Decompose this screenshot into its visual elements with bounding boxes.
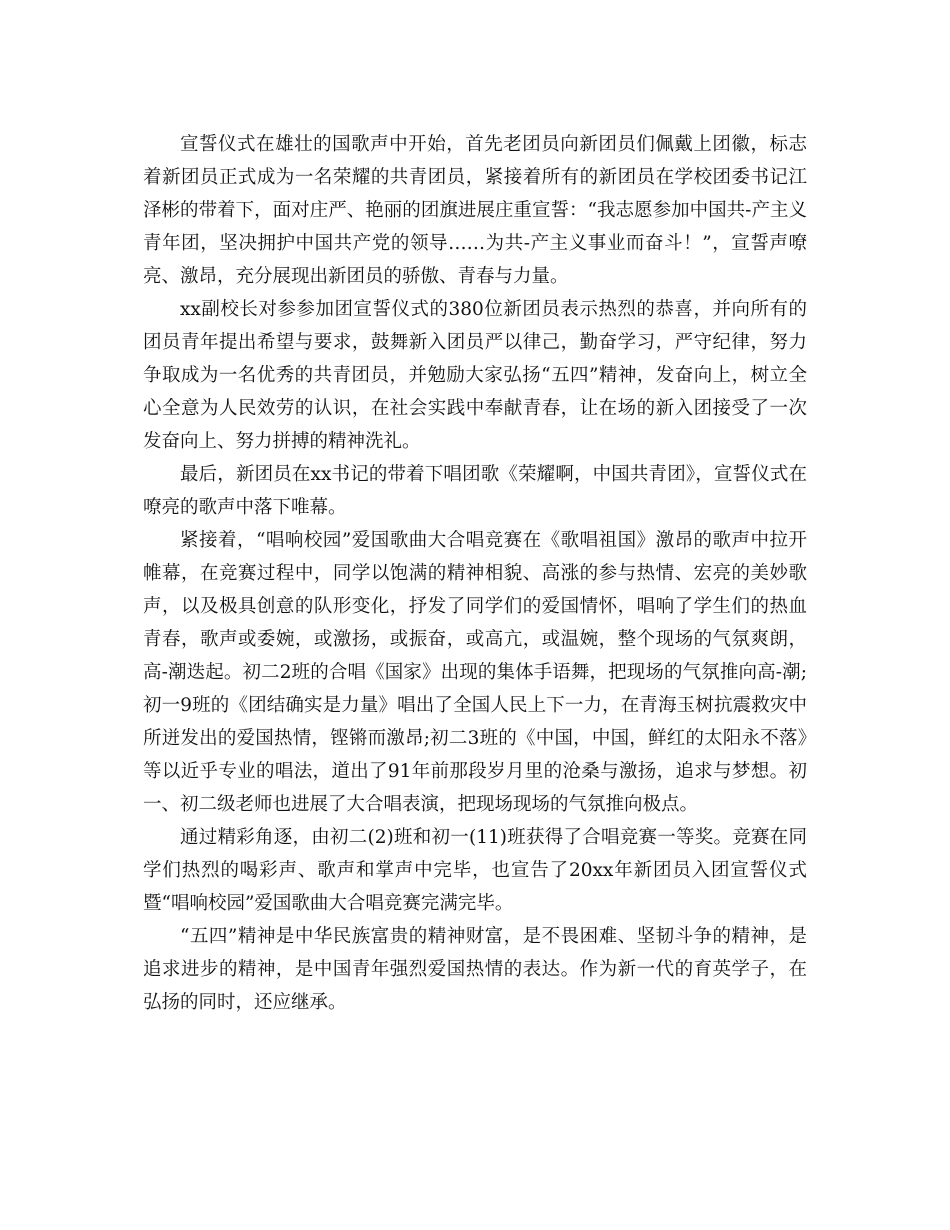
paragraph-league-song: 最后，新团员在xx书记的带着下唱团歌《荣耀啊，中国共青团》，宣誓仪式在嘹亮的歌声中落下唯幕。 [143, 464, 807, 518]
paragraph-may-fourth-spirit: “五四”精神是中华民族富贵的精神财富，是不畏困难、坚韧斗争的精神，是追求进步的精神，是中国青年强烈爱国热情的表达。作为新一代的育英学子，在弘扬的同时，还应继承。 [143, 926, 807, 1013]
paragraph-vice-principal-speech: xx副校长对参参加团宣誓仪式的380位新团员表示热烈的恭喜，并向所有的团员青年提出希望与要求，鼓舞新入团员严以律己，勤奋学习，严守纪律，努力争取成为一名优秀的共青团员，并勉励大家弘扬“五四”精神，发奋向上，树立全心全意为人民效劳的认识，在社会实践中奉献青春，让在场的新入团接受了一次发奋向上、努力拼搏的精神洗礼。 [143, 299, 807, 452]
paragraph-oath-ceremony: 宣誓仪式在雄壮的国歌声中开始，首先老团员向新团员们佩戴上团徽，标志着新团员正式成为一名荣耀的共青团员，紧接着所有的新团员在学校团委书记江泽彬的带着下，面对庄严、艳丽的团旗进展庄重宣誓：“我志愿参加中国共-产主义青年团，坚决拥护中国共产党的领导……为共-产主义事业而奋斗！”，宣誓声嘹亮、激昂，充分展现出新团员的骄傲、青春与力量。 [143, 134, 807, 287]
paragraph-chorus-competition: 紧接着，“唱响校园”爱国歌曲大合唱竞赛在《歌唱祖国》激昂的歌声中拉开帷幕，在竞赛过程中，同学以饱满的精神相貌、高涨的参与热情、宏亮的美妙歌声，以及极具创意的队形变化，抒发了同学们的爱国情怀，唱响了学生们的热血青春，歌声或委婉，或激扬，或振奋，或高亢，或温婉，整个现场的气氛爽朗，高-潮迭起。初二2班的合唱《国家》出现的集体手语舞，把现场的气氛推向高-潮;初一9班的《团结确实是力量》唱出了全国人民上下一力，在青海玉树抗震救灾中所迸发出的爱国热情，铿锵而激昂;初二3班的《中国，中国，鲜红的太阳永不落》等以近乎专业的唱法，道出了91年前那段岁月里的沧桑与激扬，追求与梦想。初一、初二级老师也进展了大合唱表演，把现场现场的气氛推向极点。 [143, 530, 807, 815]
paragraph-competition-results: 通过精彩角逐，由初二(2)班和初一(11)班获得了合唱竞赛一等奖。竞赛在同学们热烈的喝彩声、歌声和掌声中完毕，也宣告了20xx年新团员入团宣誓仪式暨“唱响校园”爱国歌曲大合唱竞赛完满完毕。 [143, 827, 807, 914]
document-body [143, 128, 807, 1019]
